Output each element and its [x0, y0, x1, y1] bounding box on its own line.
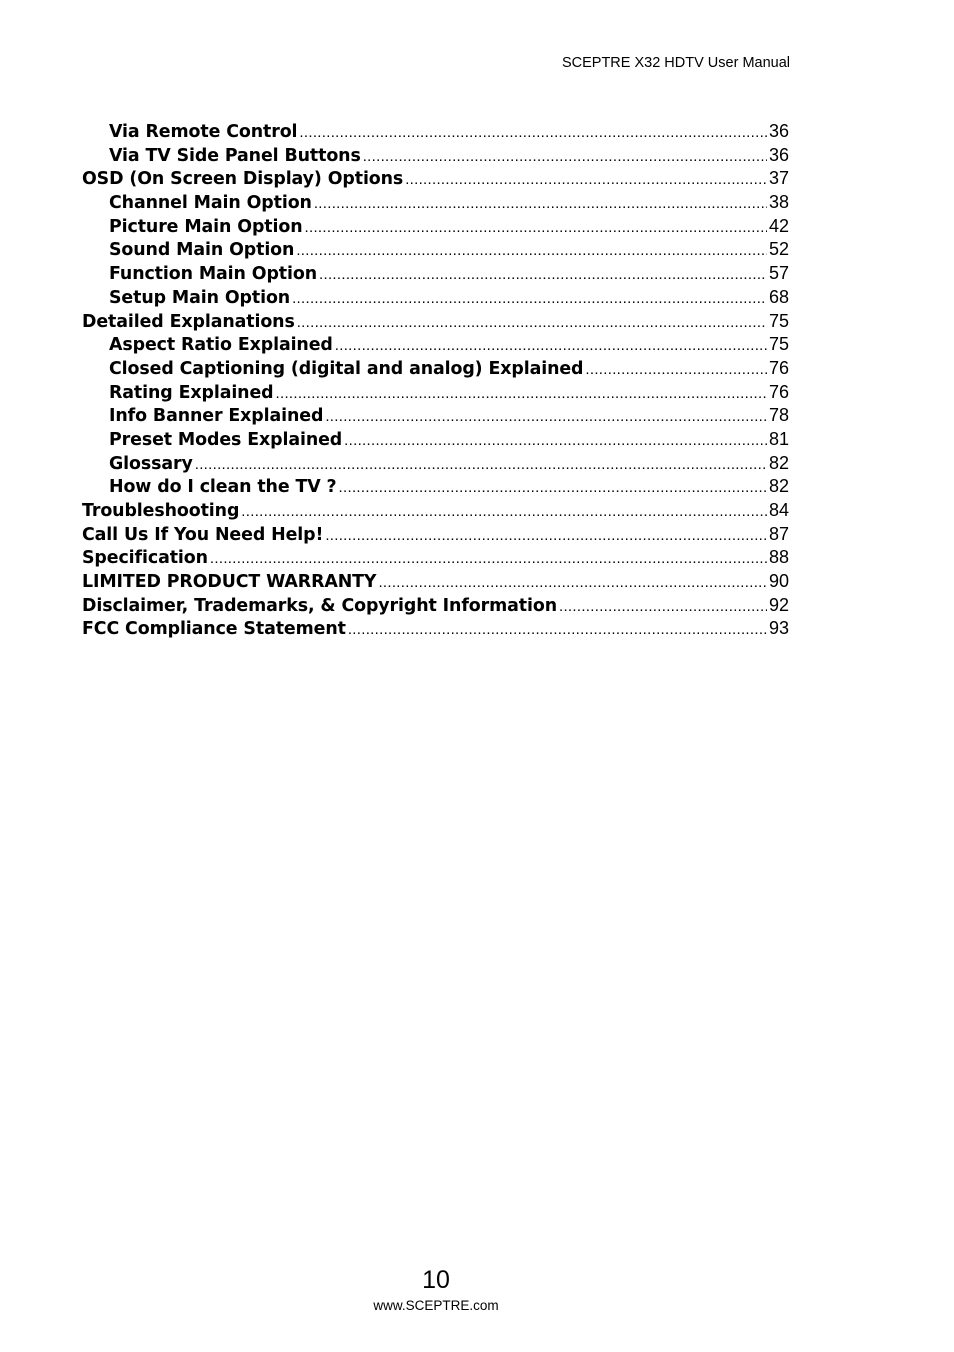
- toc-entry-title: LIMITED PRODUCT WARRANTY: [82, 572, 377, 593]
- toc-entry[interactable]: [82, 428, 789, 452]
- toc-dot-leader: [239, 500, 767, 523]
- toc-dot-leader: [294, 239, 767, 262]
- toc-entry[interactable]: [82, 523, 789, 547]
- toc-entry-page: 82: [768, 452, 789, 473]
- table-of-contents: [82, 120, 789, 641]
- toc-entry-page: 81: [768, 428, 789, 449]
- toc-entry-title: FCC Compliance Statement: [82, 619, 346, 640]
- toc-entry-page: 78: [768, 405, 789, 426]
- toc-entry-page: 52: [768, 239, 789, 260]
- toc-entry[interactable]: [82, 167, 789, 191]
- toc-dot-leader: [193, 453, 767, 476]
- toc-entry-page: 76: [768, 381, 789, 402]
- toc-entry[interactable]: [82, 617, 789, 641]
- running-header: SCEPTRE X32 HDTV User Manual: [561, 55, 790, 71]
- toc-entry-page: 92: [768, 594, 789, 615]
- toc-dot-leader: [208, 547, 767, 570]
- toc-entry-page: 68: [768, 286, 789, 307]
- toc-entry-page: 82: [768, 476, 789, 497]
- toc-entry-title: Glossary: [109, 453, 193, 474]
- toc-dot-leader: [323, 405, 767, 428]
- toc-entry[interactable]: [82, 475, 789, 499]
- toc-dot-leader: [290, 287, 767, 310]
- toc-dot-leader: [317, 263, 767, 286]
- toc-entry-title: Via Remote Control: [109, 122, 298, 142]
- toc-entry-page: 88: [768, 547, 789, 568]
- toc-dot-leader: [333, 334, 767, 357]
- toc-dot-leader: [403, 168, 767, 191]
- toc-dot-leader: [583, 358, 767, 381]
- toc-entry-page: 57: [768, 263, 789, 284]
- toc-entry-title: Via TV Side Panel Buttons: [109, 145, 361, 166]
- toc-dot-leader: [323, 524, 767, 547]
- toc-entry[interactable]: [82, 570, 789, 594]
- toc-dot-leader: [376, 571, 767, 594]
- toc-entry-page: 87: [768, 523, 789, 544]
- toc-dot-leader: [297, 121, 767, 144]
- toc-entry[interactable]: [82, 357, 789, 381]
- toc-dot-leader: [557, 595, 767, 618]
- toc-dot-leader: [274, 382, 767, 405]
- toc-entry[interactable]: [82, 404, 789, 428]
- toc-entry[interactable]: [82, 546, 789, 570]
- toc-entry[interactable]: [82, 120, 789, 144]
- toc-entry-title: Preset Modes Explained: [109, 429, 343, 450]
- toc-entry-title: Info Banner Explained: [109, 406, 324, 427]
- toc-dot-leader: [303, 216, 767, 239]
- toc-entry[interactable]: [82, 191, 789, 215]
- toc-entry-title: Picture Main Option: [109, 216, 303, 237]
- toc-dot-leader: [312, 192, 767, 215]
- toc-entry-page: 84: [768, 500, 789, 520]
- toc-dot-leader: [295, 311, 767, 334]
- toc-entry-page: 75: [768, 310, 789, 331]
- page-number: 10: [422, 1266, 450, 1294]
- toc-entry-title: Specification: [82, 548, 208, 569]
- toc-entry-page: 38: [768, 192, 789, 213]
- toc-entry-title: How do I clean the TV ?: [109, 477, 337, 498]
- toc-entry-page: 90: [768, 571, 789, 592]
- toc-entry-page: 36: [768, 121, 789, 141]
- toc-entry[interactable]: [82, 333, 789, 357]
- toc-entry-title: Channel Main Option: [109, 193, 312, 214]
- toc-entry-title: Function Main Option: [109, 264, 318, 285]
- toc-dot-leader: [361, 145, 767, 168]
- toc-dot-leader: [346, 618, 767, 641]
- toc-entry[interactable]: [82, 499, 789, 523]
- toc-entry-title: Sound Main Option: [109, 240, 295, 261]
- toc-entry-title: Detailed Explanations: [82, 311, 295, 332]
- toc-entry-title: Disclaimer, Trademarks, & Copyright Information: [82, 595, 557, 616]
- toc-entry-page: 37: [768, 168, 789, 189]
- toc-entry-title: Rating Explained: [109, 382, 274, 403]
- toc-entry[interactable]: [82, 594, 789, 618]
- toc-entry[interactable]: [82, 310, 789, 334]
- toc-entry[interactable]: [82, 238, 789, 262]
- toc-entry-title: Aspect Ratio Explained: [109, 335, 333, 356]
- toc-entry-page: 76: [768, 357, 789, 378]
- toc-entry[interactable]: [82, 262, 789, 286]
- toc-entry[interactable]: [82, 144, 789, 168]
- toc-entry-page: 42: [768, 215, 789, 236]
- footer-url: www.SCEPTRE.com: [373, 1298, 499, 1313]
- toc-entry-title: Troubleshooting: [82, 501, 240, 521]
- toc-dot-leader: [337, 476, 767, 499]
- toc-entry-title: OSD (On Screen Display) Options: [82, 169, 404, 190]
- toc-entry-title: Call Us If You Need Help!: [82, 524, 324, 545]
- toc-entry[interactable]: [82, 381, 789, 405]
- toc-entry-page: 36: [768, 144, 789, 165]
- toc-entry[interactable]: [82, 452, 789, 476]
- toc-entry-page: 75: [768, 334, 789, 355]
- toc-entry[interactable]: [82, 215, 789, 239]
- toc-entry-page: 93: [768, 618, 789, 639]
- toc-entry-title: Closed Captioning (digital and analog) Explained: [109, 358, 584, 379]
- toc-entry-title: Setup Main Option: [109, 287, 291, 308]
- toc-entry[interactable]: [82, 286, 789, 310]
- toc-dot-leader: [342, 429, 767, 452]
